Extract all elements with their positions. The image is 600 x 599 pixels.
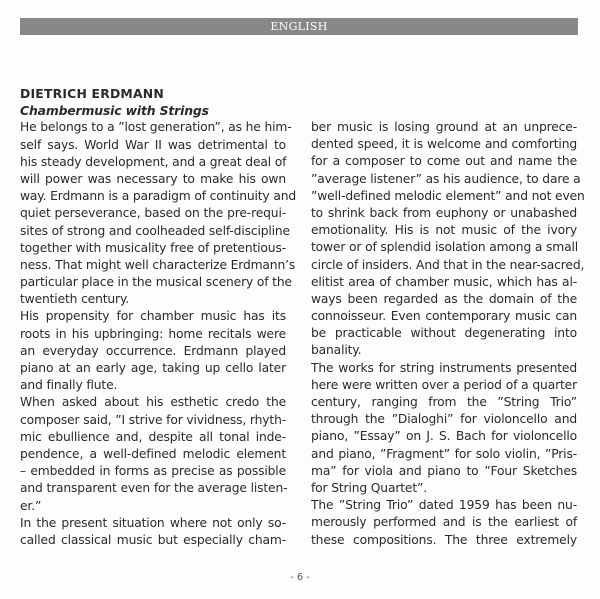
text-line: circle of insiders. And that in the near-sacred, [311,257,585,272]
text-line: ness. That might well characterize Erdmann’s [20,257,296,272]
text-line: and transparent even for the average listen- [20,481,288,496]
article-title: Chambermusic with Strings [20,103,209,119]
text-line: for String Quartet”. [311,480,427,495]
text-line: He belongs to a ”lost generation”, as he him- [20,120,292,135]
text-line: together with musicality free of pretentious- [20,240,286,255]
text-line: piano, ”Essay” on J. S. Bach for violoncello [311,429,577,444]
left-column [20,85,297,549]
text-line: and finally flute. [20,378,118,393]
text-line: ber music is losing ground at an unprece- [311,120,577,134]
text-line: for a composer to come out and name the [311,154,577,169]
text-line: twentieth century. [20,292,130,307]
left-column-body [20,119,297,549]
text-line: composer said, ”I strive for vividness, rhyth- [20,412,286,427]
text-line: dented speed, it is welcome and comforting [311,137,577,152]
text-line: to shrink back from euphony or unabashed [311,205,577,220]
text-line: piano at an early age, taking up cello later [20,361,286,375]
author-heading: DIETRICH ERDMANN [20,86,164,101]
text-line: When asked about his esthetic credo the [20,395,286,410]
text-line: banality. [311,343,362,358]
text-line: connoisseur. Even contemporary music can [311,309,577,324]
text-line: will power was necessary to make his own [20,171,286,186]
text-line: – embedded in forms as precise as possible [20,464,286,479]
text-line: emotionality. His is not music of the ivory [311,223,577,238]
text-line: ”average listener” as his audience, to dare a [311,171,581,186]
page-number: - 6 - [290,572,310,583]
text-line: way. Erdmann is a paradigm of continuity and [20,189,297,204]
text-line: and piano, ”Fragment” for solo violin, ”Pris- [311,446,577,461]
language-header-bar [20,18,578,35]
text-line: his steady development, and a great deal of [20,154,287,169]
text-line: these compositions. The three extremely [311,532,577,547]
text-line: particular place in the musical scenery of the [20,275,292,290]
text-line: through the ”Dialoghi” for violoncello and [311,412,577,427]
text-line: merously performed and is the earliest of [311,515,577,530]
text-line: The ”String Trio” dated 1959 has been nu- [311,498,577,513]
language-label: ENGLISH [270,20,328,33]
text-line: sites of strong and coolheaded self-discipline [20,223,290,238]
text-line: In the present situation where not only so- [20,515,286,530]
text-line: century, ranging from the ”String Trio” [311,395,577,409]
right-column [311,119,585,549]
text-line: self says. World War II was detrimental to [20,137,286,152]
text-line: quiet perseverance, based on the pre-requi- [20,206,286,221]
text-line: an everyday occurrence. Erdmann played [20,343,286,358]
text-line: His propensity for chamber music has its [20,309,286,324]
text-line: tower or of splendid isolation among a small [311,240,579,255]
text-line: here were written over a period of a quarter [311,377,577,392]
text-line: ways been regarded as the domain of the [311,291,577,306]
right-column-body [311,119,585,549]
text-line: roots in his upbringing: home recitals were [20,326,286,341]
text-line: called classical music but especially cham- [20,532,286,547]
text-line: ”well-defined melodic element” and not even [311,188,585,203]
text-line: pendence, a well-defined melodic element [20,446,286,461]
text-line: The works for string instruments presented [311,360,577,375]
text-line: ma” for viola and piano to ”Four Sketches [311,463,577,478]
text-line: elitist area of chamber music, which has al- [311,274,577,289]
text-line: er.” [20,498,42,513]
text-line: mic ebullience and, despite all tonal inde- [20,429,286,444]
text-line: be practicable without degenerating into [311,326,577,341]
